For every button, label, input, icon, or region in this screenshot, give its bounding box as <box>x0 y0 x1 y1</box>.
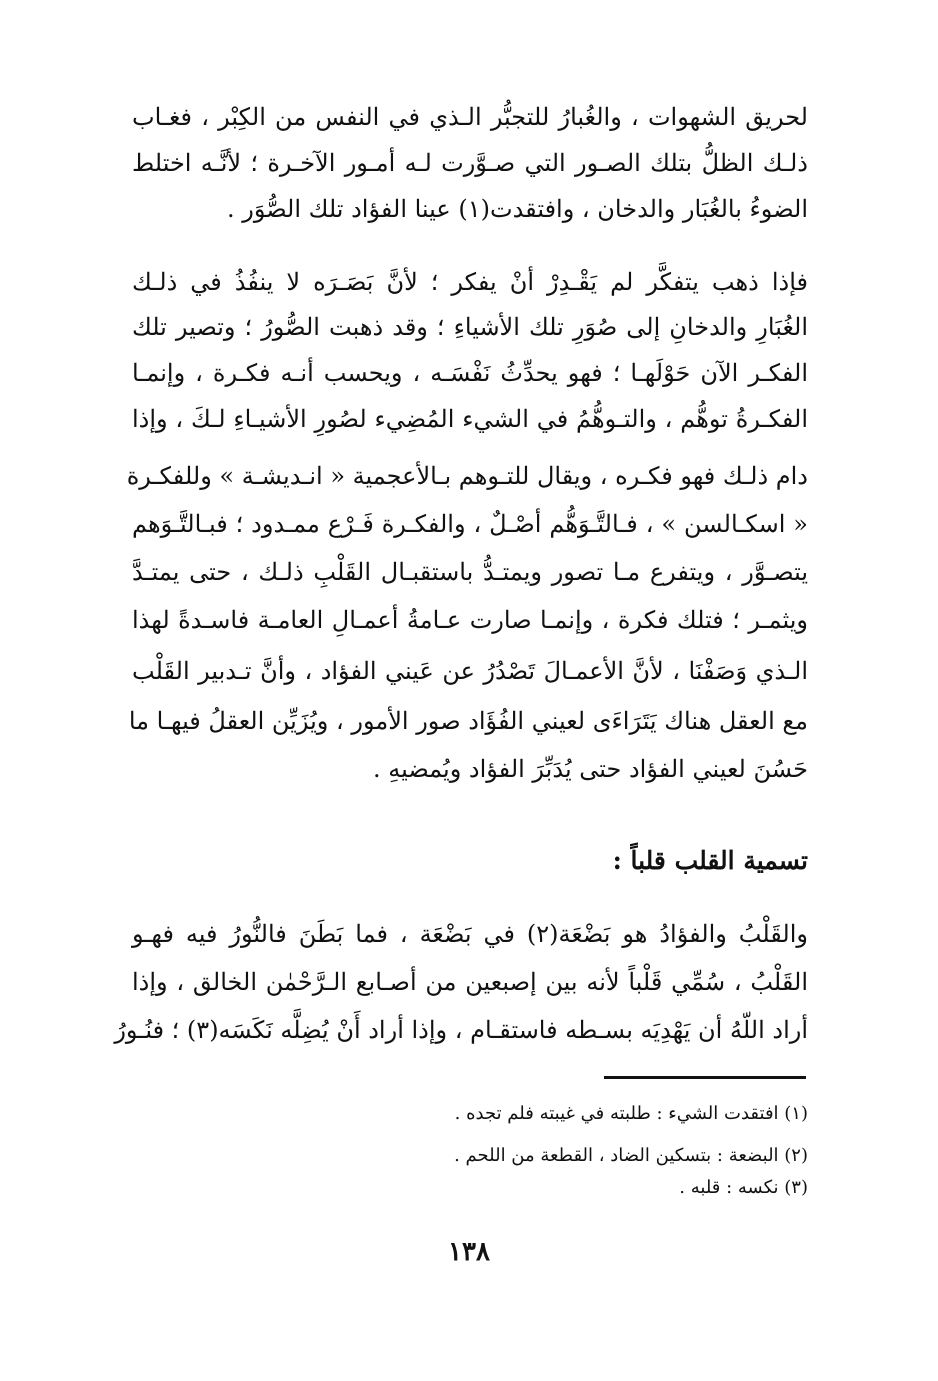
text-line: الغُبَارِ والدخانِ إلى صُوَرِ تلك الأشياءِ ؛ وقد ذهبت الصُّورُ ؛ وتصير تلك <box>132 313 808 341</box>
text-line: الـذي وَصَفْنَا ، لأنَّ الأعمـالَ تَصْدُرُ عن عَيني الفؤاد ، وأنَّ تـدبير القَلْب <box>132 657 808 685</box>
text-line: أراد اللّهُ أن يَهْدِيَه بسـطه فاستقـام ، وإذا أراد أَنْ يُضِلَّه نَكَسَه(٣) ؛ فنُـورُ <box>114 1016 808 1044</box>
section-heading: تسمية القلب قلباً : <box>612 846 808 875</box>
footnote: (٣) نكسه : قلبه . <box>679 1177 808 1198</box>
text-line: فإذا ذهب يتفكَّر لم يَقْـدِرْ أنْ يفكر ؛ لأنَّ بَصَـرَه لا ينفُذُ في ذلـك <box>132 268 808 296</box>
text-line: لحريق الشهوات ، والغُبارُ للتجبُّر الـذي في النفس من الكِبْر ، فغـاب <box>132 103 808 131</box>
text-line: القَلْبُ ، سُمِّي قَلْباً لأنه بين إصبعين من أصـابع الـرَّحْمٰن الخالق ، وإذا <box>132 968 808 996</box>
text-line: حَسُنَ لعيني الفؤاد حتى يُدَبِّرَ الفؤاد ويُمضيهِ . <box>372 755 808 783</box>
page-number: ١٣٨ <box>448 1237 490 1267</box>
text-line: مع العقل هناك يَتَرَاءَى لعيني الفُؤَاد صور الأمور ، ويُزَيِّن العقلُ فيهـا ما <box>128 707 808 735</box>
text-line: الضوءُ بالغُبَار والدخان ، وافتقدت(١) عينا الفؤاد تلك الصُّوَر . <box>226 195 808 223</box>
text-line: دام ذلـك فهو فكـره ، ويقال للتـوهم بـالأعجمية « انـديشـة » وللفكـرة <box>126 462 808 490</box>
text-line: ويثمـر ؛ فتلك فكرة ، وإنمـا صارت عـامةُ أعمـالِ العامـة فاسـدةً لهذا <box>132 606 808 634</box>
footnote-separator <box>604 1076 806 1079</box>
footnote: (١) افتقدت الشيء : طلبته في غيبته فلم تجده . <box>454 1103 808 1124</box>
text-line: الفكـر الآن حَوْلَهـا ؛ فهو يحدِّثُ نَفْسَـه ، ويحسب أنـه فكـرة ، وإنمـا <box>132 359 808 387</box>
text-line: والقَلْبُ والفؤادُ هو بَضْعَة(٢) في بَضْعَة ، فما بَطَنَ فالنُّورُ فيه فهـو <box>132 920 808 948</box>
text-line: الفكـرةُ توهُّم ، والتـوهُّمُ في الشيء المُضِيء لصُورِ الأشيـاءِ لـكَ ، وإذا <box>132 405 808 433</box>
text-line: يتصـوَّر ، ويتفرع مـا تصور ويمتـدُّ باستقبـال القَلْبِ ذلـك ، حتى يمتـدَّ <box>132 558 808 586</box>
text-line: « اسكـالسن » ، فـالتَّـوَهُّم أصْـلٌ ، والفكـرة فَـرْع ممـدود ؛ فبـالتَّـوَهم <box>132 510 808 538</box>
text-line: ذلـك الظلُّ بتلك الصـور التي صـوَّرت لـه أمـور الآخـرة ؛ لأنَّـه اختلط <box>132 149 808 177</box>
footnote: (٢) البضعة : بتسكين الضاد ، القطعة من اللحم . <box>454 1145 808 1166</box>
